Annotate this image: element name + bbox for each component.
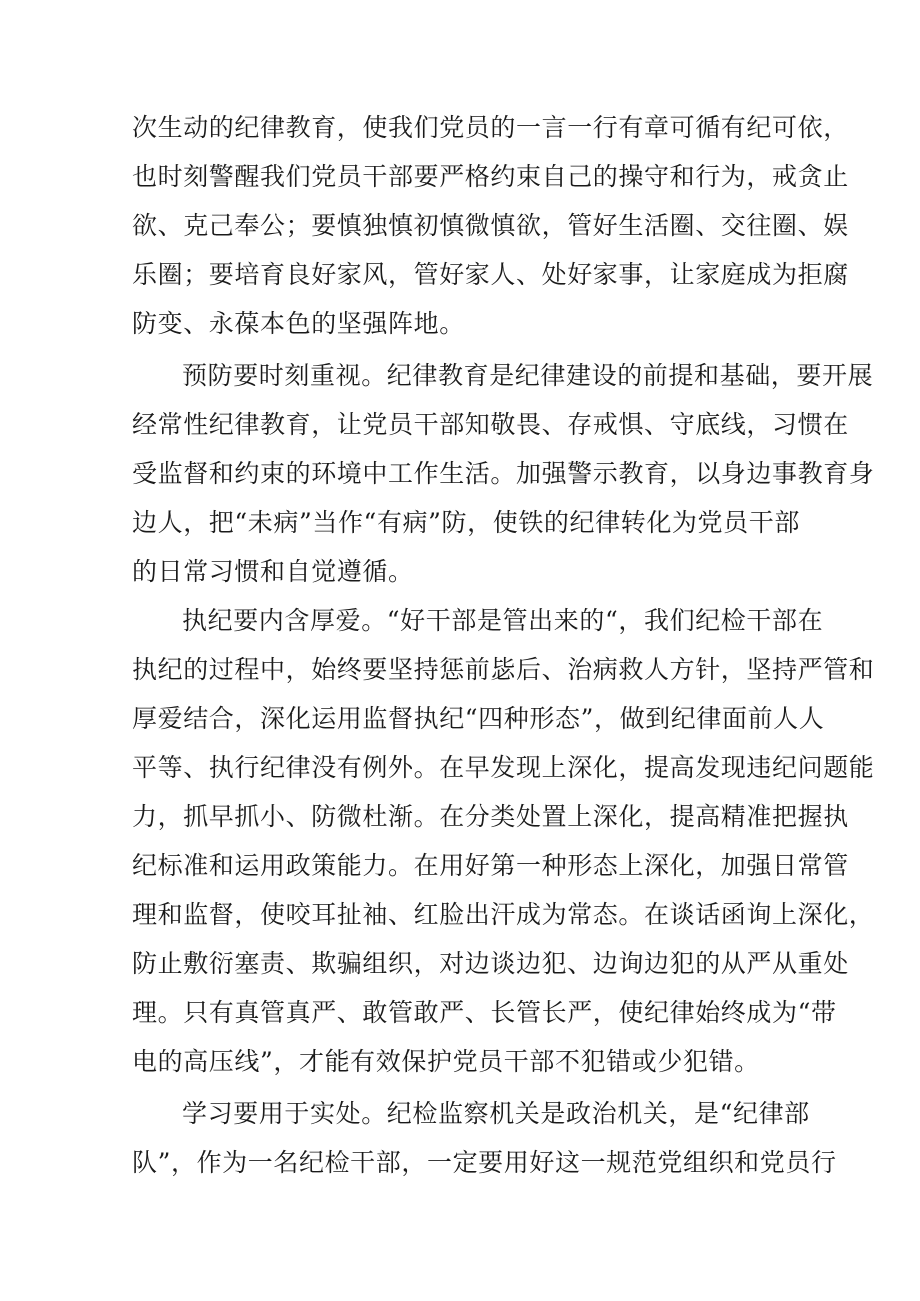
text-line: 理和监督，使咬耳扯袖、红脸出汗成为常态。在谈话函询上深化， xyxy=(132,900,875,929)
paragraph-heading-line: 执纪要内含厚爱。“好干部是管出来的“，我们纪检干部在 xyxy=(182,606,824,635)
text-line: 受监督和约束的环境中工作生活。加强警示教育，以身边事教育身 xyxy=(132,459,875,488)
text-line: 平等、执行纪律没有例外。在早发现上深化，提高发现违纪问题能 xyxy=(132,753,875,782)
text-line: 执纪的过程中，始终要坚持惩前毖后、治病救人方针，坚持严管和 xyxy=(132,655,875,684)
text-line: 纪标准和运用政策能力。在用好第一种形态上深化，加强日常管 xyxy=(132,851,849,880)
text-line: 乐圈；要培育良好家风，管好家人、处好家事，让家庭成为拒腐 xyxy=(132,260,849,289)
text-line: 队”，作为一名纪检干部，一定要用好这一规范党组织和党员行 xyxy=(132,1148,837,1177)
text-line: 厚爱结合，深化运用监督执纪“四种形态”，做到纪律面前人人 xyxy=(132,704,825,733)
paragraph-heading-line: 预防要时刻重视。纪律教育是纪律建设的前提和基础，要开展 xyxy=(182,361,874,390)
text-line: 防变、永葆本色的坚强阵地。 xyxy=(132,309,465,338)
text-line: 力，抓早抓小、防微杜渐。在分类处置上深化，提高精准把握执 xyxy=(132,802,849,831)
text-line: 边人，把“未病”当作“有病”防，使铁的纪律转化为党员干部 xyxy=(132,508,800,537)
text-line: 防止敷衍塞责、欺骗组织，对边谈边犯、边询边犯的从严从重处 xyxy=(132,949,849,978)
text-line: 的日常习惯和自觉遵循。 xyxy=(132,557,414,586)
text-line: 理。只有真管真严、敢管敢严、长管长严，使纪律始终成为“带 xyxy=(132,998,837,1027)
text-line: 经常性纪律教育，让党员干部知敬畏、存戒惧、守底线，习惯在 xyxy=(132,410,849,439)
text-line: 也时刻警醒我们党员干部要严格约束自己的操守和行为，戒贪止 xyxy=(132,162,849,191)
text-line: 欲、克己奉公；要慎独慎初慎微慎欲，管好生活圈、交往圈、娱 xyxy=(132,211,849,240)
text-line: 次生动的纪律教育，使我们党员的一言一行有章可循有纪可依， xyxy=(132,113,849,142)
text-line: 电的高压线”，才能有效保护党员干部不犯错或少犯错。 xyxy=(132,1047,760,1076)
paragraph-heading-line: 学习要用于实处。纪检监察机关是政治机关，是“纪律部 xyxy=(182,1099,810,1128)
